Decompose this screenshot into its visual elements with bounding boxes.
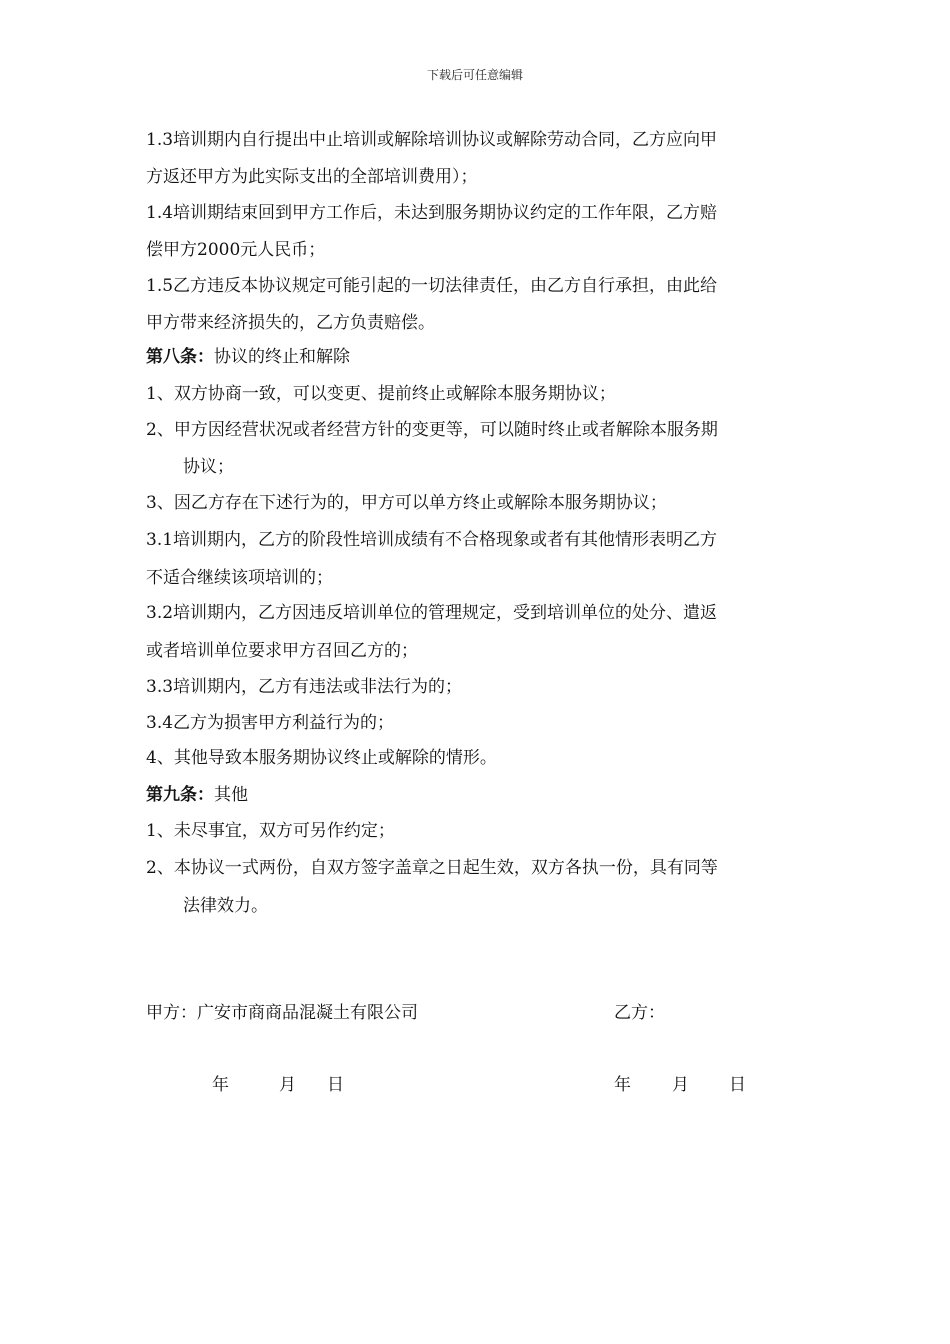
clause-1-4-line-1: 1.4培训期结束回到甲方工作后，未达到服务期协议约定的工作年限，乙方赔 (146, 203, 718, 223)
item-9-2-line-1: 2、本协议一式两份，自双方签字盖章之日起生效，双方各执一份，具有同等 (146, 858, 718, 878)
item-8-3-1-line-1: 3.1培训期内，乙方的阶段性培训成绩有不合格现象或者有其他情形表明乙方 (146, 530, 718, 550)
article-9-title: 其他 (214, 785, 248, 805)
party-a-month: 月 (279, 1075, 296, 1095)
item-8-3: 3、因乙方存在下述行为的，甲方可以单方终止或解除本服务期协议； (146, 493, 667, 513)
party-b-signature: 乙方： (614, 1003, 665, 1023)
party-a-year: 年 (212, 1075, 229, 1095)
party-b-year: 年 (614, 1075, 631, 1095)
page-header: 下载后可任意编辑 (426, 68, 523, 82)
clause-1-3-line-1: 1.3培训期内自行提出中止培训或解除培训协议或解除劳动合同，乙方应向甲 (146, 130, 718, 150)
article-8-heading (146, 345, 350, 369)
clause-1-5-line-2: 甲方带来经济损失的，乙方负责赔偿。 (146, 313, 435, 333)
article-8-label: 第八条： (146, 347, 214, 367)
party-a-signature: 甲方：广安市商商品混凝土有限公司 (146, 1003, 418, 1023)
clause-1-4-line-2: 偿甲方2000元人民币； (146, 240, 326, 260)
item-8-1: 1、双方协商一致，可以变更、提前终止或解除本服务期协议； (146, 384, 616, 404)
item-8-2-line-1: 2、甲方因经营状况或者经营方针的变更等，可以随时终止或者解除本服务期 (146, 420, 718, 440)
article-9-heading (146, 783, 248, 807)
item-8-4: 4、其他导致本服务期协议终止或解除的情形。 (146, 748, 497, 768)
clause-1-5-line-1: 1.5乙方违反本协议规定可能引起的一切法律责任，由乙方自行承担，由此给 (146, 276, 718, 296)
clause-1-3-line-2: 方返还甲方为此实际支出的全部培训费用）； (146, 167, 478, 187)
item-8-3-1-line-2: 不适合继续该项培训的； (146, 568, 333, 588)
item-8-3-3: 3.3培训期内，乙方有违法或非法行为的； (146, 677, 463, 697)
party-b-month: 月 (672, 1075, 689, 1095)
item-9-2-line-2: 法律效力。 (183, 896, 268, 916)
article-8-title: 协议的终止和解除 (214, 347, 350, 367)
item-8-3-2-line-1: 3.2培训期内，乙方因违反培训单位的管理规定，受到培训单位的处分、遣返 (146, 603, 718, 623)
item-8-2-line-2: 协议； (183, 457, 234, 477)
party-a-day: 日 (327, 1075, 344, 1095)
item-8-3-2-line-2: 或者培训单位要求甲方召回乙方的； (146, 641, 418, 661)
party-b-day: 日 (729, 1075, 746, 1095)
article-9-label: 第九条： (146, 785, 214, 805)
item-8-3-4: 3.4乙方为损害甲方利益行为的； (146, 713, 395, 733)
item-9-1: 1、未尽事宜，双方可另作约定； (146, 821, 395, 841)
